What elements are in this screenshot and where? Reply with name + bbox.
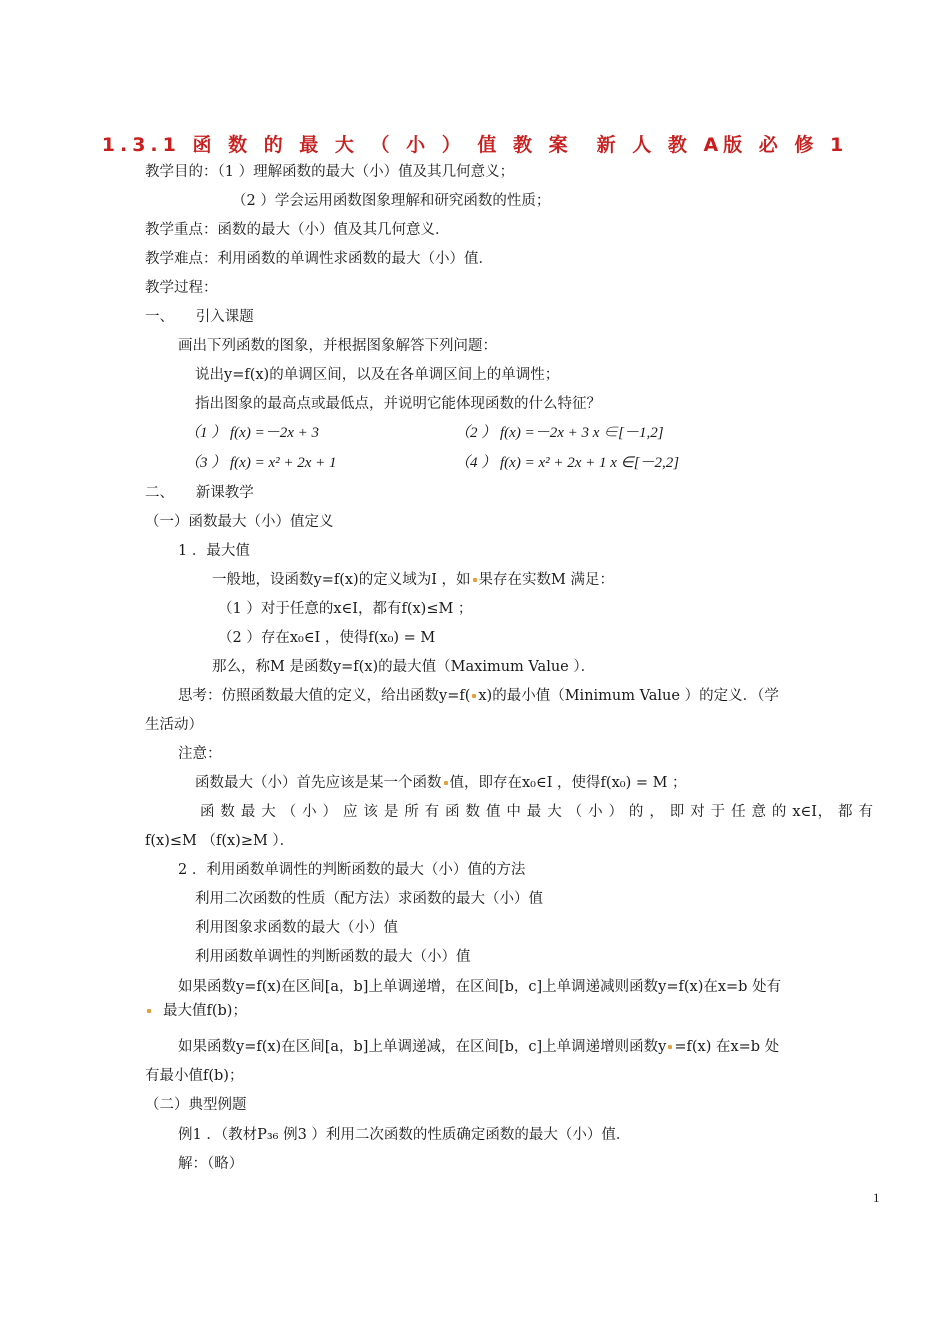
max-definition-part-2: 果存在实数M 满足： bbox=[478, 572, 615, 588]
method-heading: 2 ．利用函数单调性的判断函数的最大（小）值的方法 bbox=[178, 862, 526, 878]
max-definition-part-1: 一般地，设函数y=f(x)的定义域为I ，如 bbox=[212, 572, 471, 588]
teaching-difficulty: 教学难点：利用函数的单调性求函数的最大（小）值． bbox=[145, 251, 493, 267]
marker-dot bbox=[472, 694, 476, 698]
function-2: （2 ） f(x) =－2x + 3 x ∈[－1,2] bbox=[455, 425, 664, 441]
max-conclusion: 那么，称M 是函数y=f(x)的最大值（Maximum Value ）． bbox=[212, 659, 596, 675]
intro-text: 画出下列函数的图象，并根据图象解答下列问题： bbox=[178, 338, 497, 354]
solution: 解：（略） bbox=[178, 1156, 244, 1172]
function-1: （1 ） f(x) =－2x + 3 bbox=[185, 425, 319, 441]
condition-1: （1 ）对于任意的x∈I，都有f(x)≤M ； bbox=[218, 601, 473, 617]
function-3: （3 ） f(x) = x² + 2x + 1 bbox=[185, 455, 337, 471]
marker-dot bbox=[147, 1009, 151, 1013]
method-2: 利用图象求函数的最大（小）值 bbox=[195, 920, 398, 936]
method-1: 利用二次函数的性质（配方法）求函数的最大（小）值 bbox=[195, 891, 543, 907]
think-part-1: 思考：仿照函数最大值的定义，给出函数y=f( bbox=[178, 688, 471, 704]
section-2-heading: 二、 新课教学 bbox=[145, 485, 254, 501]
section-1-heading: 一、 引入课题 bbox=[145, 309, 254, 325]
marker-dot bbox=[668, 1045, 672, 1049]
think-part-2: x)的最小值（Minimum Value ）的定义．（学 bbox=[478, 688, 779, 704]
rule-2 bbox=[178, 1037, 779, 1057]
examples-heading: （二）典型例题 bbox=[145, 1097, 247, 1113]
example-1: 例1 ．（教材P₃₆ 例3 ）利用二次函数的性质确定函数的最大（小）值． bbox=[178, 1127, 631, 1143]
think-line bbox=[178, 686, 779, 706]
rule-2-part-2: =f(x) 在x=b 处 bbox=[674, 1039, 780, 1055]
teaching-process: 教学过程： bbox=[145, 280, 218, 296]
definition-heading: （一）函数最大（小）值定义 bbox=[145, 514, 334, 530]
think-line-2: 生活动） bbox=[145, 717, 203, 733]
note-1 bbox=[195, 773, 687, 793]
question-2: 指出图象的最高点或最低点，并说明它能体现函数的什么特征？ bbox=[195, 396, 601, 412]
condition-2: （2 ）存在x₀∈I ，使得f(x₀) = M bbox=[218, 630, 436, 646]
note-2: 函 数 最 大 （ 小 ） 应 该 是 所 有 函 数 值 中 最 大 （ 小 ） 的 ， 即 对 于 任 意 的 x∈I， 都 有 bbox=[200, 804, 873, 820]
note-2-continued: f(x)≤M （f(x)≥M ）． bbox=[145, 833, 295, 849]
teaching-goal-2: （2 ）学会运用函数图象理解和研究函数的性质； bbox=[232, 193, 551, 209]
rule-1: 如果函数y=f(x)在区间[a，b]上单调递增，在区间[b，c]上单调递减则函数y=f(x)在x=b 处有 bbox=[178, 979, 782, 995]
rule-1-continued-text: 最大值f(b)； bbox=[163, 1003, 247, 1019]
max-definition bbox=[212, 570, 614, 590]
method-3: 利用函数单调性的判断函数的最大（小）值 bbox=[195, 949, 471, 965]
page-number: 1 bbox=[873, 1190, 880, 1205]
question-1: 说出y=f(x)的单调区间，以及在各单调区间上的单调性； bbox=[195, 367, 560, 383]
function-4: （4 ） f(x) = x² + 2x + 1 x ∈[－2,2] bbox=[455, 455, 680, 471]
marker-dot bbox=[473, 578, 477, 582]
note-1-part-1: 函数最大（小）首先应该是某一个函数 bbox=[195, 775, 442, 791]
rule-1-continued bbox=[145, 1001, 247, 1021]
rule-2-continued: 有最小值f(b)； bbox=[145, 1068, 244, 1084]
marker-dot bbox=[444, 781, 448, 785]
note-heading: 注意： bbox=[178, 746, 222, 762]
max-value-heading: 1 ．最大值 bbox=[178, 543, 250, 559]
note-1-part-2: 值，即存在x₀∈I ，使得f(x₀) = M ； bbox=[449, 775, 687, 791]
rule-2-part-1: 如果函数y=f(x)在区间[a，b]上单调递减，在区间[b，c]上单调递增则函数y bbox=[178, 1039, 667, 1055]
document-title: 1.3.1 函 数 的 最 大 （ 小 ） 值 教 案 新 人 教 A版 必 修 1 bbox=[101, 134, 849, 156]
teaching-key-point: 教学重点：函数的最大（小）值及其几何意义． bbox=[145, 222, 450, 238]
teaching-goal-1: 教学目的：（1 ）理解函数的最大（小）值及其几何意义； bbox=[145, 164, 515, 180]
